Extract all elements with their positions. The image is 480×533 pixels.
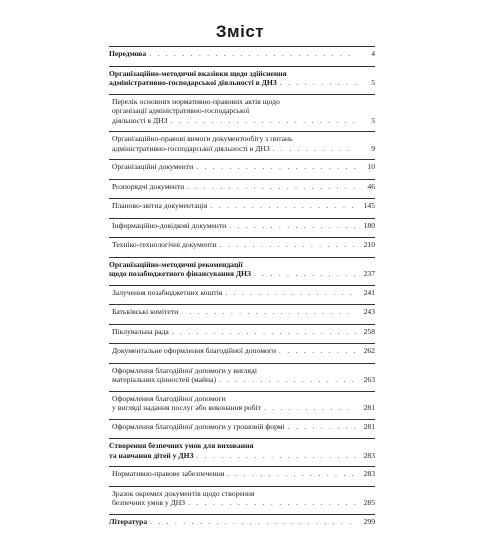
toc-entry-text: Техніко-технологічні документи: [112, 240, 217, 249]
toc-page-number: 10: [367, 162, 375, 171]
toc-page-number: 243: [363, 307, 375, 316]
toc-entry-text: Піклувальна рада: [112, 326, 169, 336]
dot-leader: [181, 308, 356, 318]
toc-entry-text: адміністративно-господарської діяльності в ДНЗ: [109, 78, 277, 87]
toc-entry-text: діяльності в ДНЗ: [112, 115, 168, 125]
toc-entry: [109, 285, 375, 300]
toc-page-number: 283: [363, 469, 375, 478]
toc-page-number: 281: [363, 421, 375, 431]
toc-entry: [109, 363, 375, 387]
dot-leader: [220, 241, 356, 251]
toc-entry: [109, 486, 375, 510]
toc-entry-text: Перелік основних нормативно-правових актів щодо: [112, 96, 280, 106]
toc-entry-text: Організаційні документи: [112, 162, 194, 171]
toc-page-number: 241: [363, 287, 375, 297]
dot-leader: [280, 79, 356, 89]
dot-leader: [187, 183, 356, 193]
toc-entry: [109, 94, 375, 128]
toc-page-number: 285: [363, 498, 375, 507]
dot-leader: [210, 202, 356, 212]
toc-page-number: 210: [363, 240, 375, 249]
dot-leader: [288, 423, 356, 433]
toc-entry-text: Планово-звітна документація: [112, 201, 208, 210]
dot-leader: [225, 289, 356, 299]
toc-entry-text: матеріальних цінностей (майна): [112, 375, 217, 384]
toc-entry: [109, 46, 375, 61]
toc-entry: [109, 66, 375, 90]
toc-entry-text: Нормативно-правове забезпечення: [112, 469, 225, 478]
toc-page-number: 9: [371, 143, 375, 153]
toc-page-number: 258: [363, 326, 375, 336]
toc-page-number: 46: [367, 181, 375, 191]
toc-entry-text: у вигляді надання послуг або виконання робіт: [112, 403, 261, 412]
dot-leader: [188, 499, 356, 509]
toc-entry: [109, 237, 375, 252]
toc-entry-text: Організаційно-методичні рекомендації: [109, 259, 243, 269]
page-title: Зміст: [215, 22, 265, 41]
toc-entry-text: Зразок окремих документів щодо створення: [112, 488, 255, 498]
toc-entry: [109, 159, 375, 174]
dot-leader: [196, 163, 356, 173]
toc-entry: [109, 466, 375, 481]
toc-entry: [109, 257, 375, 281]
toc-page-number: 5: [371, 78, 375, 87]
toc-entry: [109, 391, 375, 415]
toc-entry-text: Інформаційно-довідкові документи: [112, 220, 227, 230]
toc-page-number: 263: [363, 375, 375, 384]
dot-leader: [170, 117, 356, 127]
toc-entry-text: Література: [109, 516, 148, 526]
toc-entry-text: безпечних умов у ДНЗ: [112, 498, 186, 507]
dot-leader: [150, 518, 356, 528]
toc-entry-text: Організаційно-правові вимоги документообігу з питань: [112, 134, 293, 143]
toc-entry-text: Створення безпечних умов для виховання: [109, 441, 254, 450]
dot-leader: [254, 270, 356, 280]
toc-entry: [109, 198, 375, 213]
toc-entry-text: Оформлення благодійної допомоги у вигляді: [112, 365, 257, 375]
dot-leader: [172, 328, 356, 338]
table-of-contents: [109, 46, 375, 533]
toc-entry: [109, 419, 375, 434]
toc-page-number: 283: [363, 450, 375, 460]
dot-leader: [149, 50, 356, 60]
dot-leader: [227, 470, 356, 480]
dot-leader: [264, 404, 356, 414]
toc-entry-text: організації адміністративно-господарської: [112, 106, 250, 115]
dot-leader: [197, 452, 357, 462]
toc-page-number: 299: [363, 516, 375, 526]
toc-entry-text: Батьківські комітети: [112, 307, 179, 316]
dot-leader: [229, 222, 356, 232]
dot-leader: [273, 145, 356, 155]
toc-entry-text: Організаційно-методичні вказівки щодо здійснення: [109, 68, 287, 78]
toc-entry-text: Передмова: [109, 49, 147, 58]
toc-entry: [109, 218, 375, 233]
toc-page-number: 4: [371, 49, 375, 58]
toc-entry-text: Оформлення благодійної допомоги у грошовій формі: [112, 421, 285, 431]
toc-page-number: 262: [363, 346, 375, 355]
toc-entry: [109, 131, 375, 155]
toc-entry: [109, 179, 375, 194]
toc-entry-text: Документальне оформлення благодійної допомоги: [112, 346, 277, 355]
toc-page-number: 145: [363, 201, 375, 210]
toc-entry: [109, 438, 375, 462]
toc-entry: [109, 324, 375, 339]
toc-entry: [109, 514, 375, 529]
toc-entry-text: Залучення позабюджетних коштів: [112, 287, 223, 297]
toc-page-number: 180: [363, 220, 375, 230]
dot-leader: [279, 347, 356, 357]
toc-entry: [109, 304, 375, 319]
toc-entry-text: Розпорядчі документи: [112, 181, 185, 191]
toc-entry-text: та навчання дітей у ДНЗ: [109, 450, 194, 460]
toc-entry-text: адміністративно-господарської діяльності в ДНЗ: [112, 143, 270, 153]
toc-page-number: 5: [371, 115, 375, 125]
toc-entry-text: щодо позабюджетного фінансування ДНЗ: [109, 269, 251, 278]
toc-entry-text: Оформлення благодійної допомоги: [112, 393, 226, 403]
toc-page-number: 237: [363, 269, 375, 278]
toc-entry: [109, 343, 375, 358]
toc-page-number: 281: [363, 403, 375, 412]
dot-leader: [219, 376, 356, 386]
